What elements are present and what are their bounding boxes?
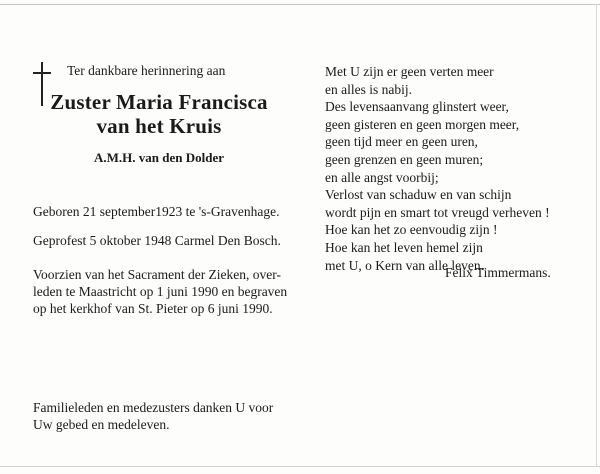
thanks-line-2: Uw gebed en medeleven. bbox=[33, 417, 170, 432]
name-line-1: Zuster Maria Francisca bbox=[50, 90, 268, 114]
poem bbox=[325, 63, 550, 274]
profession-line: Geprofest 5 oktober 1948 Carmel Den Bosch. bbox=[33, 233, 281, 248]
death-line-2: leden te Maastricht op 1 juni 1990 en begraven bbox=[33, 284, 288, 299]
death-line-1: Voorzien van het Sacrament der Zieken, over- bbox=[33, 267, 282, 282]
card-edge-right bbox=[596, 4, 597, 466]
thanks-line-1: Familieleden en medezusters danken U voor bbox=[33, 400, 274, 415]
poem-line: en alles is nabij. bbox=[325, 81, 412, 97]
intro-text: Ter dankbare herinnering aan bbox=[67, 63, 226, 78]
birth-line: Geboren 21 september1923 te 's-Gravenhage. bbox=[33, 204, 280, 219]
poem-line: Met U zijn er geen verten meer bbox=[325, 64, 494, 79]
poem-line: Hoe kan het zo eenvoudig zijn ! bbox=[325, 222, 498, 238]
poem-line: geen tijd meer en geen uren, bbox=[325, 134, 478, 150]
card-edge-top bbox=[0, 4, 600, 5]
poem-author: Felix Timmermans. bbox=[445, 265, 551, 280]
poem-line: geen gisteren en geen morgen meer, bbox=[325, 116, 520, 132]
poem-line: wordt pijn en smart tot vreugd verheven ! bbox=[325, 204, 550, 220]
poem-line: Verlost van schaduw en van schijn bbox=[325, 187, 512, 203]
card-edge-bottom bbox=[0, 466, 600, 467]
poem-line: met U, o Kern van alle leven. bbox=[325, 257, 484, 273]
civil-name: A.M.H. van den Dolder bbox=[94, 150, 224, 165]
poem-line: en alle angst voorbij; bbox=[325, 169, 439, 185]
poem-line: geen grenzen en geen muren; bbox=[325, 151, 484, 167]
poem-line: Des levensaanvang glinstert weer, bbox=[325, 99, 509, 115]
poem-line: Hoe kan het leven hemel zijn bbox=[325, 239, 483, 255]
name-line-2: van het Kruis bbox=[96, 114, 222, 138]
death-line-3: op het kerkhof van St. Pieter op 6 juni 1990. bbox=[33, 301, 273, 316]
